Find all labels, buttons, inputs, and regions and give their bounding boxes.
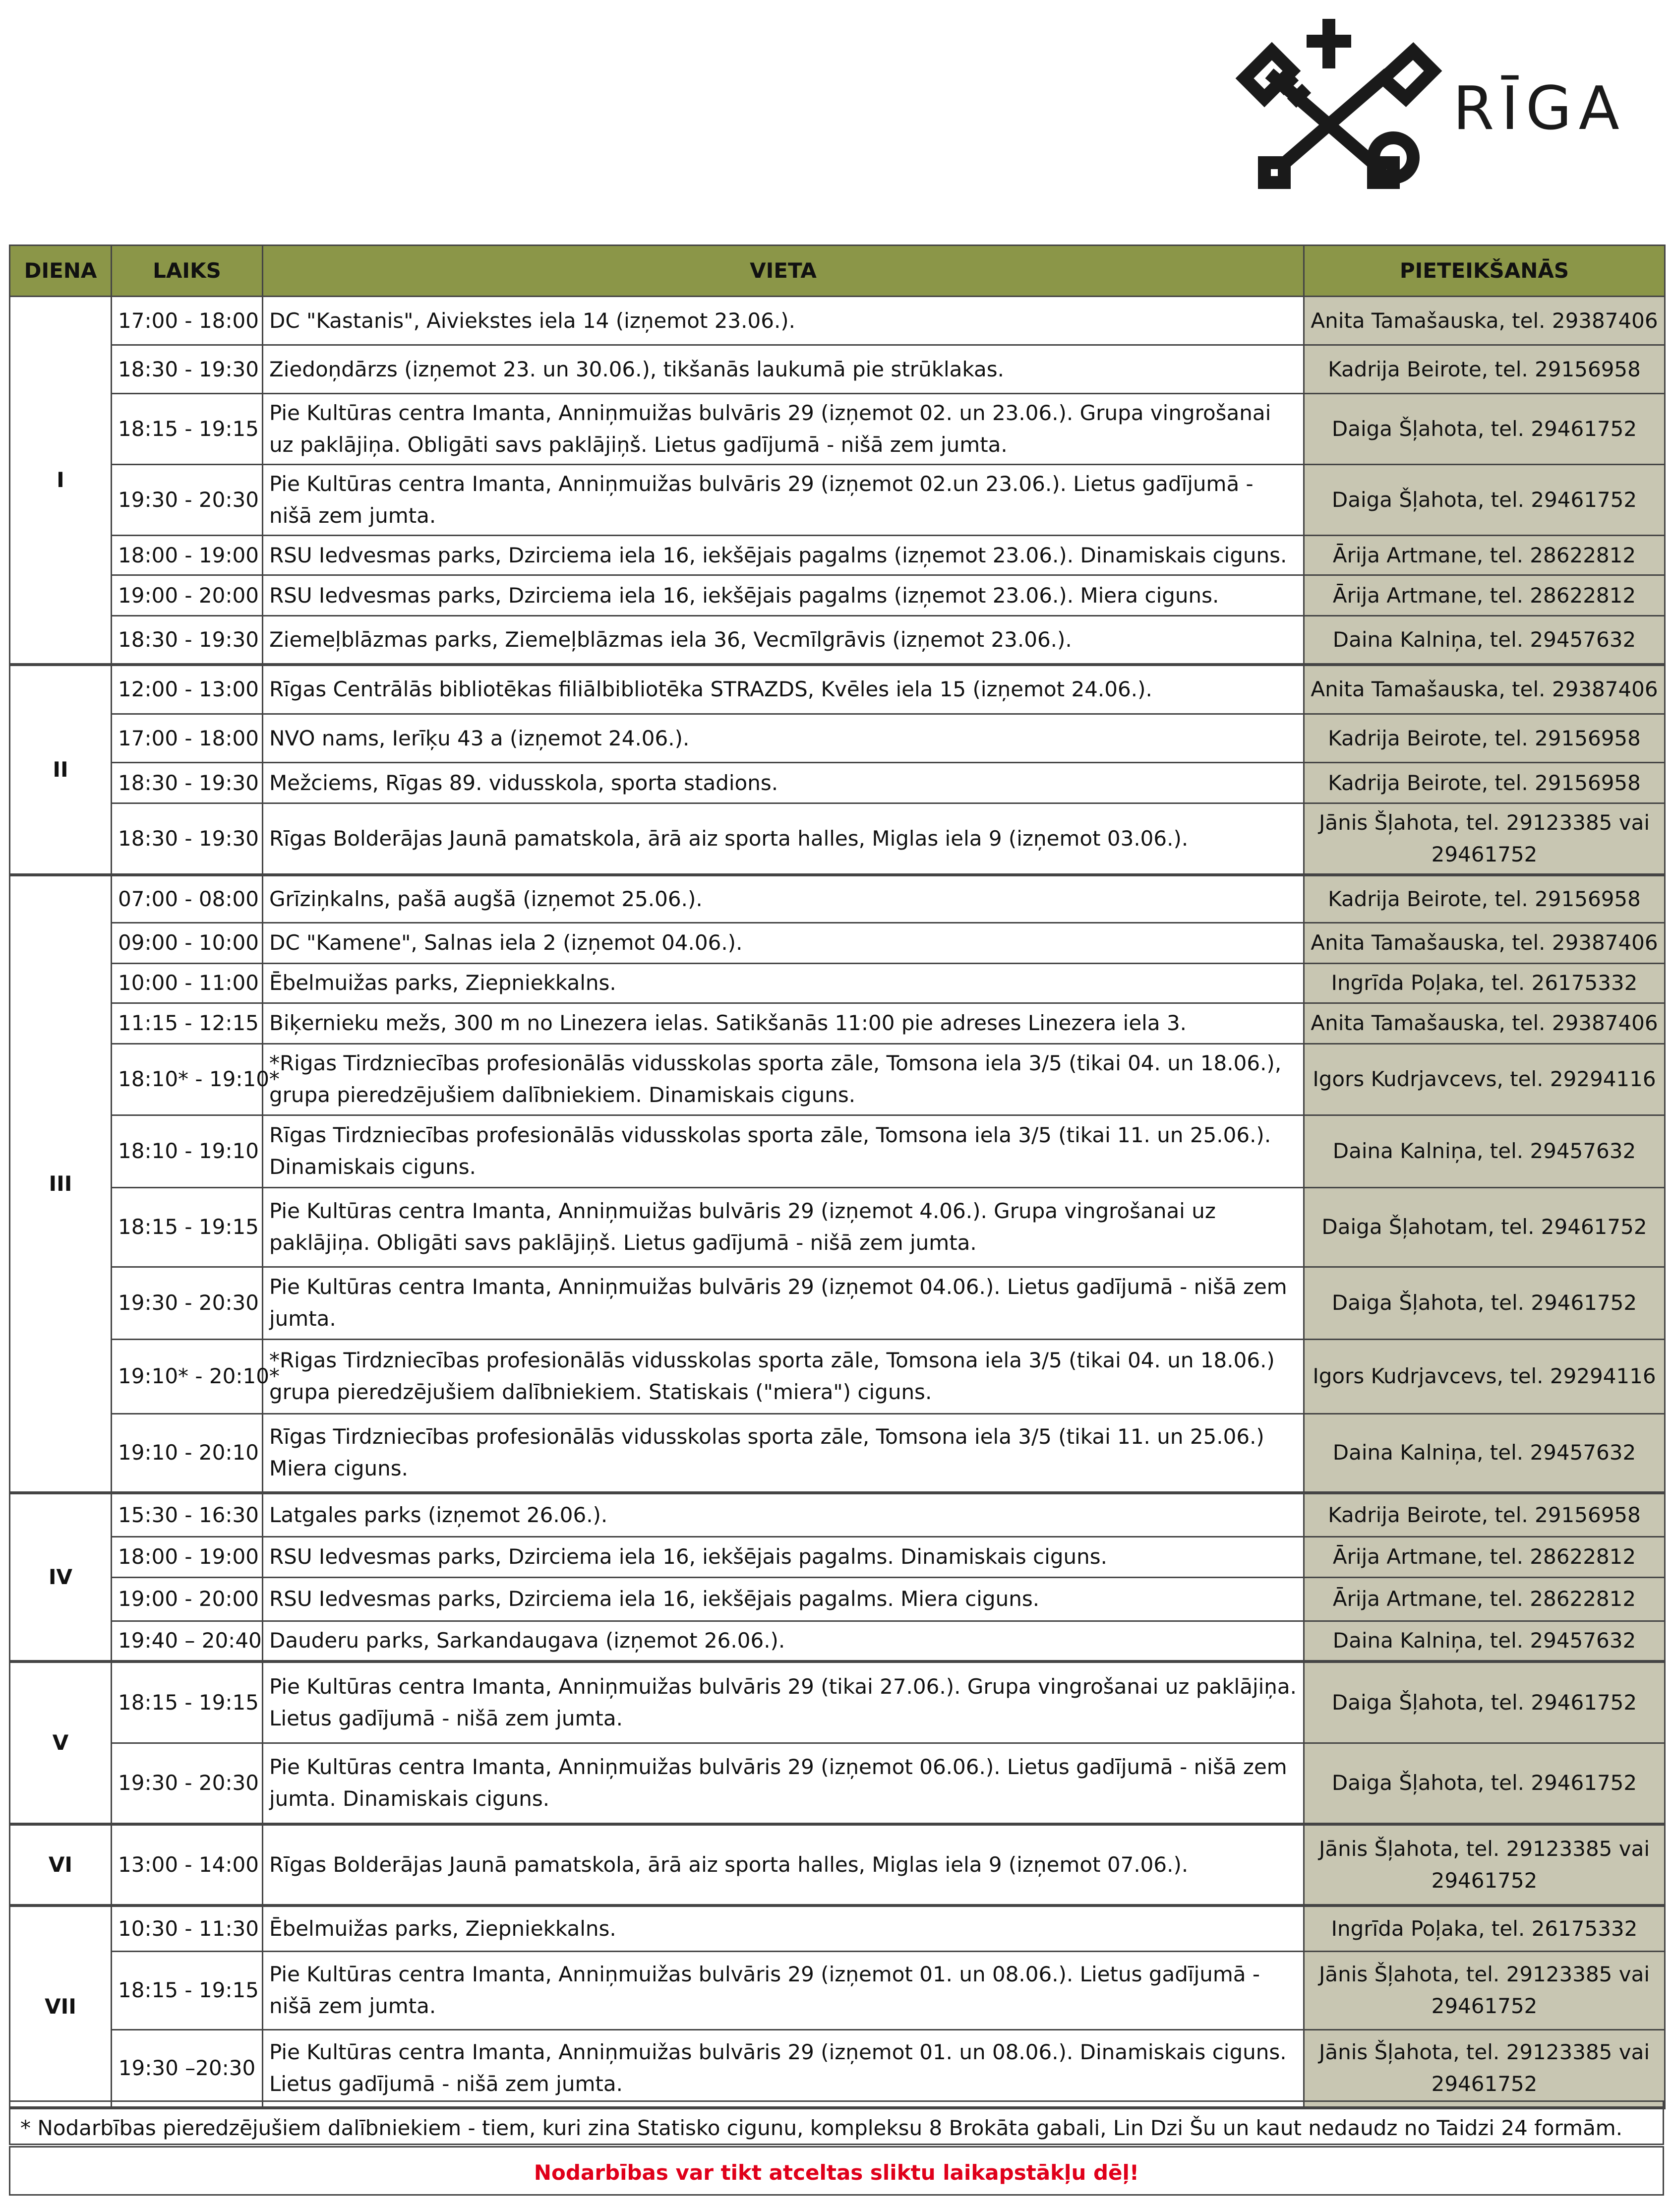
table-row bbox=[10, 1661, 1665, 1743]
day-label: VI bbox=[10, 1824, 112, 1905]
time-cell: 17:00 - 18:00 bbox=[112, 297, 263, 345]
contact-cell: Anita Tamašauska, tel. 29387406 bbox=[1304, 922, 1665, 963]
place-cell: Rīgas Bolderājas Jaunā pamatskola, ārā aiz sporta halles, Miglas iela 9 (izņemot 07.06.). bbox=[263, 1824, 1304, 1905]
time-cell: 18:30 - 19:30 bbox=[112, 803, 263, 875]
time-cell: 18:15 - 19:15 bbox=[112, 1661, 263, 1743]
contact-cell: Igors Kudrjavcevs, tel. 29294116 bbox=[1304, 1044, 1665, 1115]
contact-cell: Daiga Šļahota, tel. 29461752 bbox=[1304, 1661, 1665, 1743]
time-cell: 18:30 - 19:30 bbox=[112, 763, 263, 803]
table-row bbox=[10, 616, 1665, 665]
place-cell: Biķernieku mežs, 300 m no Linezera ielas. Satikšanās 11:00 pie adreses Linezera iela 3. bbox=[263, 1003, 1304, 1044]
place-cell: Pie Kultūras centra Imanta, Anniņmuižas bulvāris 29 (izņemot 02. un 23.06.). Grupa vingrošanai uz paklājiņa. Obligāti savs paklājiņš. Lietus gadījumā - nišā zem jumta. bbox=[263, 394, 1304, 465]
table-row bbox=[10, 763, 1665, 803]
time-cell: 18:15 - 19:15 bbox=[112, 1951, 263, 2029]
table-row bbox=[10, 665, 1665, 714]
contact-cell: Ārija Artmane, tel. 28622812 bbox=[1304, 536, 1665, 575]
table-header-row bbox=[10, 246, 1665, 297]
time-cell: 19:00 - 20:00 bbox=[112, 1577, 263, 1621]
table-row bbox=[10, 875, 1665, 922]
time-cell: 10:00 - 11:00 bbox=[112, 963, 263, 1003]
time-cell: 18:00 - 19:00 bbox=[112, 1536, 263, 1577]
riga-logo-text: RĪGA bbox=[1453, 74, 1626, 143]
table-row bbox=[10, 575, 1665, 616]
time-cell: 19:10 - 20:10 bbox=[112, 1413, 263, 1493]
time-cell: 19:30 - 20:30 bbox=[112, 465, 263, 536]
contact-cell: Anita Tamašauska, tel. 29387406 bbox=[1304, 665, 1665, 714]
contact-cell: Ārija Artmane, tel. 28622812 bbox=[1304, 575, 1665, 616]
place-cell: Ziedoņdārzs (izņemot 23. un 30.06.), tikšanās laukumā pie strūklakas. bbox=[263, 345, 1304, 394]
time-cell: 18:10* - 19:10* bbox=[112, 1044, 263, 1115]
place-cell: Mežciems, Rīgas 89. vidusskola, sporta stadions. bbox=[263, 763, 1304, 803]
contact-cell: Daiga Šļahota, tel. 29461752 bbox=[1304, 1743, 1665, 1824]
table-row bbox=[10, 1267, 1665, 1339]
place-cell: Pie Kultūras centra Imanta, Anniņmuižas bulvāris 29 (izņemot 04.06.). Lietus gadījumā - nišā zem jumta. bbox=[263, 1267, 1304, 1339]
time-cell: 18:00 - 19:00 bbox=[112, 536, 263, 575]
table-row bbox=[10, 1115, 1665, 1187]
time-cell: 18:10 - 19:10 bbox=[112, 1115, 263, 1187]
place-cell: *Rigas Tirdzniecības profesionālās vidusskolas sporta zāle, Tomsona iela 3/5 (tikai 04. un 18.06.), grupa pieredzējušiem dalībniekiem. Dinamiskais ciguns. bbox=[263, 1044, 1304, 1115]
contact-cell: Jānis Šļahota, tel. 29123385 vai 29461752 bbox=[1304, 1824, 1665, 1905]
contact-cell: Daina Kalniņa, tel. 29457632 bbox=[1304, 616, 1665, 665]
table-row bbox=[10, 922, 1665, 963]
table-row bbox=[10, 394, 1665, 465]
table-row bbox=[10, 803, 1665, 875]
table-row bbox=[10, 465, 1665, 536]
time-cell: 19:00 - 20:00 bbox=[112, 575, 263, 616]
table-row bbox=[10, 1536, 1665, 1577]
table-row bbox=[10, 714, 1665, 763]
place-cell: RSU Iedvesmas parks, Dzirciema iela 16, iekšējais pagalms. Miera ciguns. bbox=[263, 1577, 1304, 1621]
contact-cell: Ingrīda Poļaka, tel. 26175332 bbox=[1304, 1905, 1665, 1951]
time-cell: 19:30 - 20:30 bbox=[112, 1743, 263, 1824]
place-cell: Rīgas Centrālās bibliotēkas filiālbibliotēka STRAZDS, Kvēles iela 15 (izņemot 24.06.). bbox=[263, 665, 1304, 714]
contact-cell: Daiga Šļahota, tel. 29461752 bbox=[1304, 1267, 1665, 1339]
day-label: II bbox=[10, 665, 112, 875]
place-cell: RSU Iedvesmas parks, Dzirciema iela 16, iekšējais pagalms (izņemot 23.06.). Dinamiskais ciguns. bbox=[263, 536, 1304, 575]
contact-cell: Anita Tamašauska, tel. 29387406 bbox=[1304, 297, 1665, 345]
place-cell: DC "Kastanis", Aiviekstes iela 14 (izņemot 23.06.). bbox=[263, 297, 1304, 345]
contact-cell: Ingrīda Poļaka, tel. 26175332 bbox=[1304, 963, 1665, 1003]
day-label: IV bbox=[10, 1493, 112, 1661]
table-row bbox=[10, 1493, 1665, 1536]
contact-cell: Daina Kalniņa, tel. 29457632 bbox=[1304, 1115, 1665, 1187]
contact-cell: Jānis Šļahota, tel. 29123385 vai 29461752 bbox=[1304, 2029, 1665, 2108]
contact-cell: Daiga Šļahota, tel. 29461752 bbox=[1304, 394, 1665, 465]
contact-cell: Kadrija Beirote, tel. 29156958 bbox=[1304, 345, 1665, 394]
place-cell: Latgales parks (izņemot 26.06.). bbox=[263, 1493, 1304, 1536]
table-row bbox=[10, 1003, 1665, 1044]
contact-cell: Ārija Artmane, tel. 28622812 bbox=[1304, 1536, 1665, 1577]
day-label: V bbox=[10, 1661, 112, 1824]
contact-cell: Daina Kalniņa, tel. 29457632 bbox=[1304, 1621, 1665, 1661]
time-cell: 18:15 - 19:15 bbox=[112, 1187, 263, 1267]
table-row bbox=[10, 1824, 1665, 1905]
time-cell: 07:00 - 08:00 bbox=[112, 875, 263, 922]
place-cell: Pie Kultūras centra Imanta, Anniņmuižas bulvāris 29 (izņemot 01. un 08.06.). Dinamiskais ciguns. Lietus gadījumā - nišā zem jumta. bbox=[263, 2029, 1304, 2108]
time-cell: 19:10* - 20:10* bbox=[112, 1339, 263, 1413]
place-cell: RSU Iedvesmas parks, Dzirciema iela 16, iekšējais pagalms. Dinamiskais ciguns. bbox=[263, 1536, 1304, 1577]
place-cell: Pie Kultūras centra Imanta, Anniņmuižas bulvāris 29 (izņemot 01. un 08.06.). Lietus gadījumā - nišā zem jumta. bbox=[263, 1951, 1304, 2029]
place-cell: *Rigas Tirdzniecības profesionālās vidusskolas sporta zāle, Tomsona iela 3/5 (tikai 04. un 18.06.) grupa pieredzējušiem dalībniekiem. Statiskais ("miera") ciguns. bbox=[263, 1339, 1304, 1413]
header-signup: PIETEIKŠANĀS bbox=[1304, 246, 1665, 297]
table-row bbox=[10, 297, 1665, 345]
time-cell: 18:30 - 19:30 bbox=[112, 345, 263, 394]
time-cell: 19:30 - 20:30 bbox=[112, 1267, 263, 1339]
time-cell: 15:30 - 16:30 bbox=[112, 1493, 263, 1536]
table-row bbox=[10, 1413, 1665, 1493]
header-place: VIETA bbox=[263, 246, 1304, 297]
place-cell: Rīgas Tirdzniecības profesionālās vidusskolas sporta zāle, Tomsona iela 3/5 (tikai 11. un 25.06.) Miera ciguns. bbox=[263, 1413, 1304, 1493]
table-row bbox=[10, 1951, 1665, 2029]
time-cell: 09:00 - 10:00 bbox=[112, 922, 263, 963]
header-day: DIENA bbox=[10, 246, 112, 297]
table-row bbox=[10, 1044, 1665, 1115]
schedule-body bbox=[10, 297, 1665, 2108]
contact-cell: Daiga Šļahotam, tel. 29461752 bbox=[1304, 1187, 1665, 1267]
table-row bbox=[10, 963, 1665, 1003]
time-cell: 10:30 - 11:30 bbox=[112, 1905, 263, 1951]
place-cell: Rīgas Tirdzniecības profesionālās vidusskolas sporta zāle, Tomsona iela 3/5 (tikai 11. un 25.06.). Dinamiskais ciguns. bbox=[263, 1115, 1304, 1187]
table-row bbox=[10, 1743, 1665, 1824]
place-cell: NVO nams, Ierīķu 43 a (izņemot 24.06.). bbox=[263, 714, 1304, 763]
place-cell: Pie Kultūras centra Imanta, Anniņmuižas bulvāris 29 (izņemot 06.06.). Lietus gadījumā - nišā zem jumta. Dinamiskais ciguns. bbox=[263, 1743, 1304, 1824]
table-row bbox=[10, 1187, 1665, 1267]
table-row bbox=[10, 1339, 1665, 1413]
footnote: * Nodarbības pieredzējušiem dalībniekiem - tiem, kuri zina Statisko cigunu, kompleksu 8 Brokāta gabali, Lin Dzi Šu un kaut nedaudz no Taidzi 24 formām. bbox=[9, 2100, 1664, 2145]
day-label: VII bbox=[10, 1905, 112, 2108]
schedule-table bbox=[9, 245, 1666, 2109]
table-row bbox=[10, 536, 1665, 575]
time-cell: 19:30 –20:30 bbox=[112, 2029, 263, 2108]
place-cell: Ēbelmuižas parks, Ziepniekkalns. bbox=[263, 1905, 1304, 1951]
time-cell: 18:30 - 19:30 bbox=[112, 616, 263, 665]
place-cell: DC "Kamene", Salnas iela 2 (izņemot 04.06.). bbox=[263, 922, 1304, 963]
contact-cell: Igors Kudrjavcevs, tel. 29294116 bbox=[1304, 1339, 1665, 1413]
table-row bbox=[10, 1577, 1665, 1621]
contact-cell: Kadrija Beirote, tel. 29156958 bbox=[1304, 763, 1665, 803]
contact-cell: Daiga Šļahota, tel. 29461752 bbox=[1304, 465, 1665, 536]
contact-cell: Anita Tamašauska, tel. 29387406 bbox=[1304, 1003, 1665, 1044]
place-cell: Ēbelmuižas parks, Ziepniekkalns. bbox=[263, 963, 1304, 1003]
place-cell: Rīgas Bolderājas Jaunā pamatskola, ārā aiz sporta halles, Miglas iela 9 (izņemot 03.06.). bbox=[263, 803, 1304, 875]
table-row bbox=[10, 1905, 1665, 1951]
time-cell: 13:00 - 14:00 bbox=[112, 1824, 263, 1905]
contact-cell: Jānis Šļahota, tel. 29123385 vai 29461752 bbox=[1304, 1951, 1665, 2029]
time-cell: 18:15 - 19:15 bbox=[112, 394, 263, 465]
contact-cell: Jānis Šļahota, tel. 29123385 vai 29461752 bbox=[1304, 803, 1665, 875]
day-label: III bbox=[10, 875, 112, 1493]
contact-cell: Kadrija Beirote, tel. 29156958 bbox=[1304, 1493, 1665, 1536]
contact-cell: Kadrija Beirote, tel. 29156958 bbox=[1304, 714, 1665, 763]
time-cell: 17:00 - 18:00 bbox=[112, 714, 263, 763]
place-cell: Pie Kultūras centra Imanta, Anniņmuižas bulvāris 29 (izņemot 4.06.). Grupa vingrošanai uz paklājiņa. Obligāti savs paklājiņš. Lietus gadījumā - nišā zem jumta. bbox=[263, 1187, 1304, 1267]
contact-cell: Kadrija Beirote, tel. 29156958 bbox=[1304, 875, 1665, 922]
place-cell: RSU Iedvesmas parks, Dzirciema iela 16, iekšējais pagalms (izņemot 23.06.). Miera ciguns. bbox=[263, 575, 1304, 616]
place-cell: Grīziņkalns, pašā augšā (izņemot 25.06.). bbox=[263, 875, 1304, 922]
contact-cell: Daina Kalniņa, tel. 29457632 bbox=[1304, 1413, 1665, 1493]
place-cell: Dauderu parks, Sarkandaugava (izņemot 26.06.). bbox=[263, 1621, 1304, 1661]
day-label: I bbox=[10, 297, 112, 665]
time-cell: 19:40 – 20:40 bbox=[112, 1621, 263, 1661]
weather-warning: Nodarbības var tikt atceltas sliktu laikapstākļu dēļ! bbox=[9, 2146, 1664, 2196]
place-cell: Pie Kultūras centra Imanta, Anniņmuižas bulvāris 29 (izņemot 02.un 23.06.). Lietus gadījumā - nišā zem jumta. bbox=[263, 465, 1304, 536]
table-row bbox=[10, 345, 1665, 394]
table-row bbox=[10, 1621, 1665, 1661]
header-time: LAIKS bbox=[112, 246, 263, 297]
time-cell: 12:00 - 13:00 bbox=[112, 665, 263, 714]
contact-cell: Ārija Artmane, tel. 28622812 bbox=[1304, 1577, 1665, 1621]
table-row bbox=[10, 2029, 1665, 2108]
place-cell: Ziemeļblāzmas parks, Ziemeļblāzmas iela 36, Vecmīlgrāvis (izņemot 23.06.). bbox=[263, 616, 1304, 665]
place-cell: Pie Kultūras centra Imanta, Anniņmuižas bulvāris 29 (tikai 27.06.). Grupa vingrošanai uz paklājiņa. Lietus gadījumā - nišā zem jumta. bbox=[263, 1661, 1304, 1743]
time-cell: 11:15 - 12:15 bbox=[112, 1003, 263, 1044]
